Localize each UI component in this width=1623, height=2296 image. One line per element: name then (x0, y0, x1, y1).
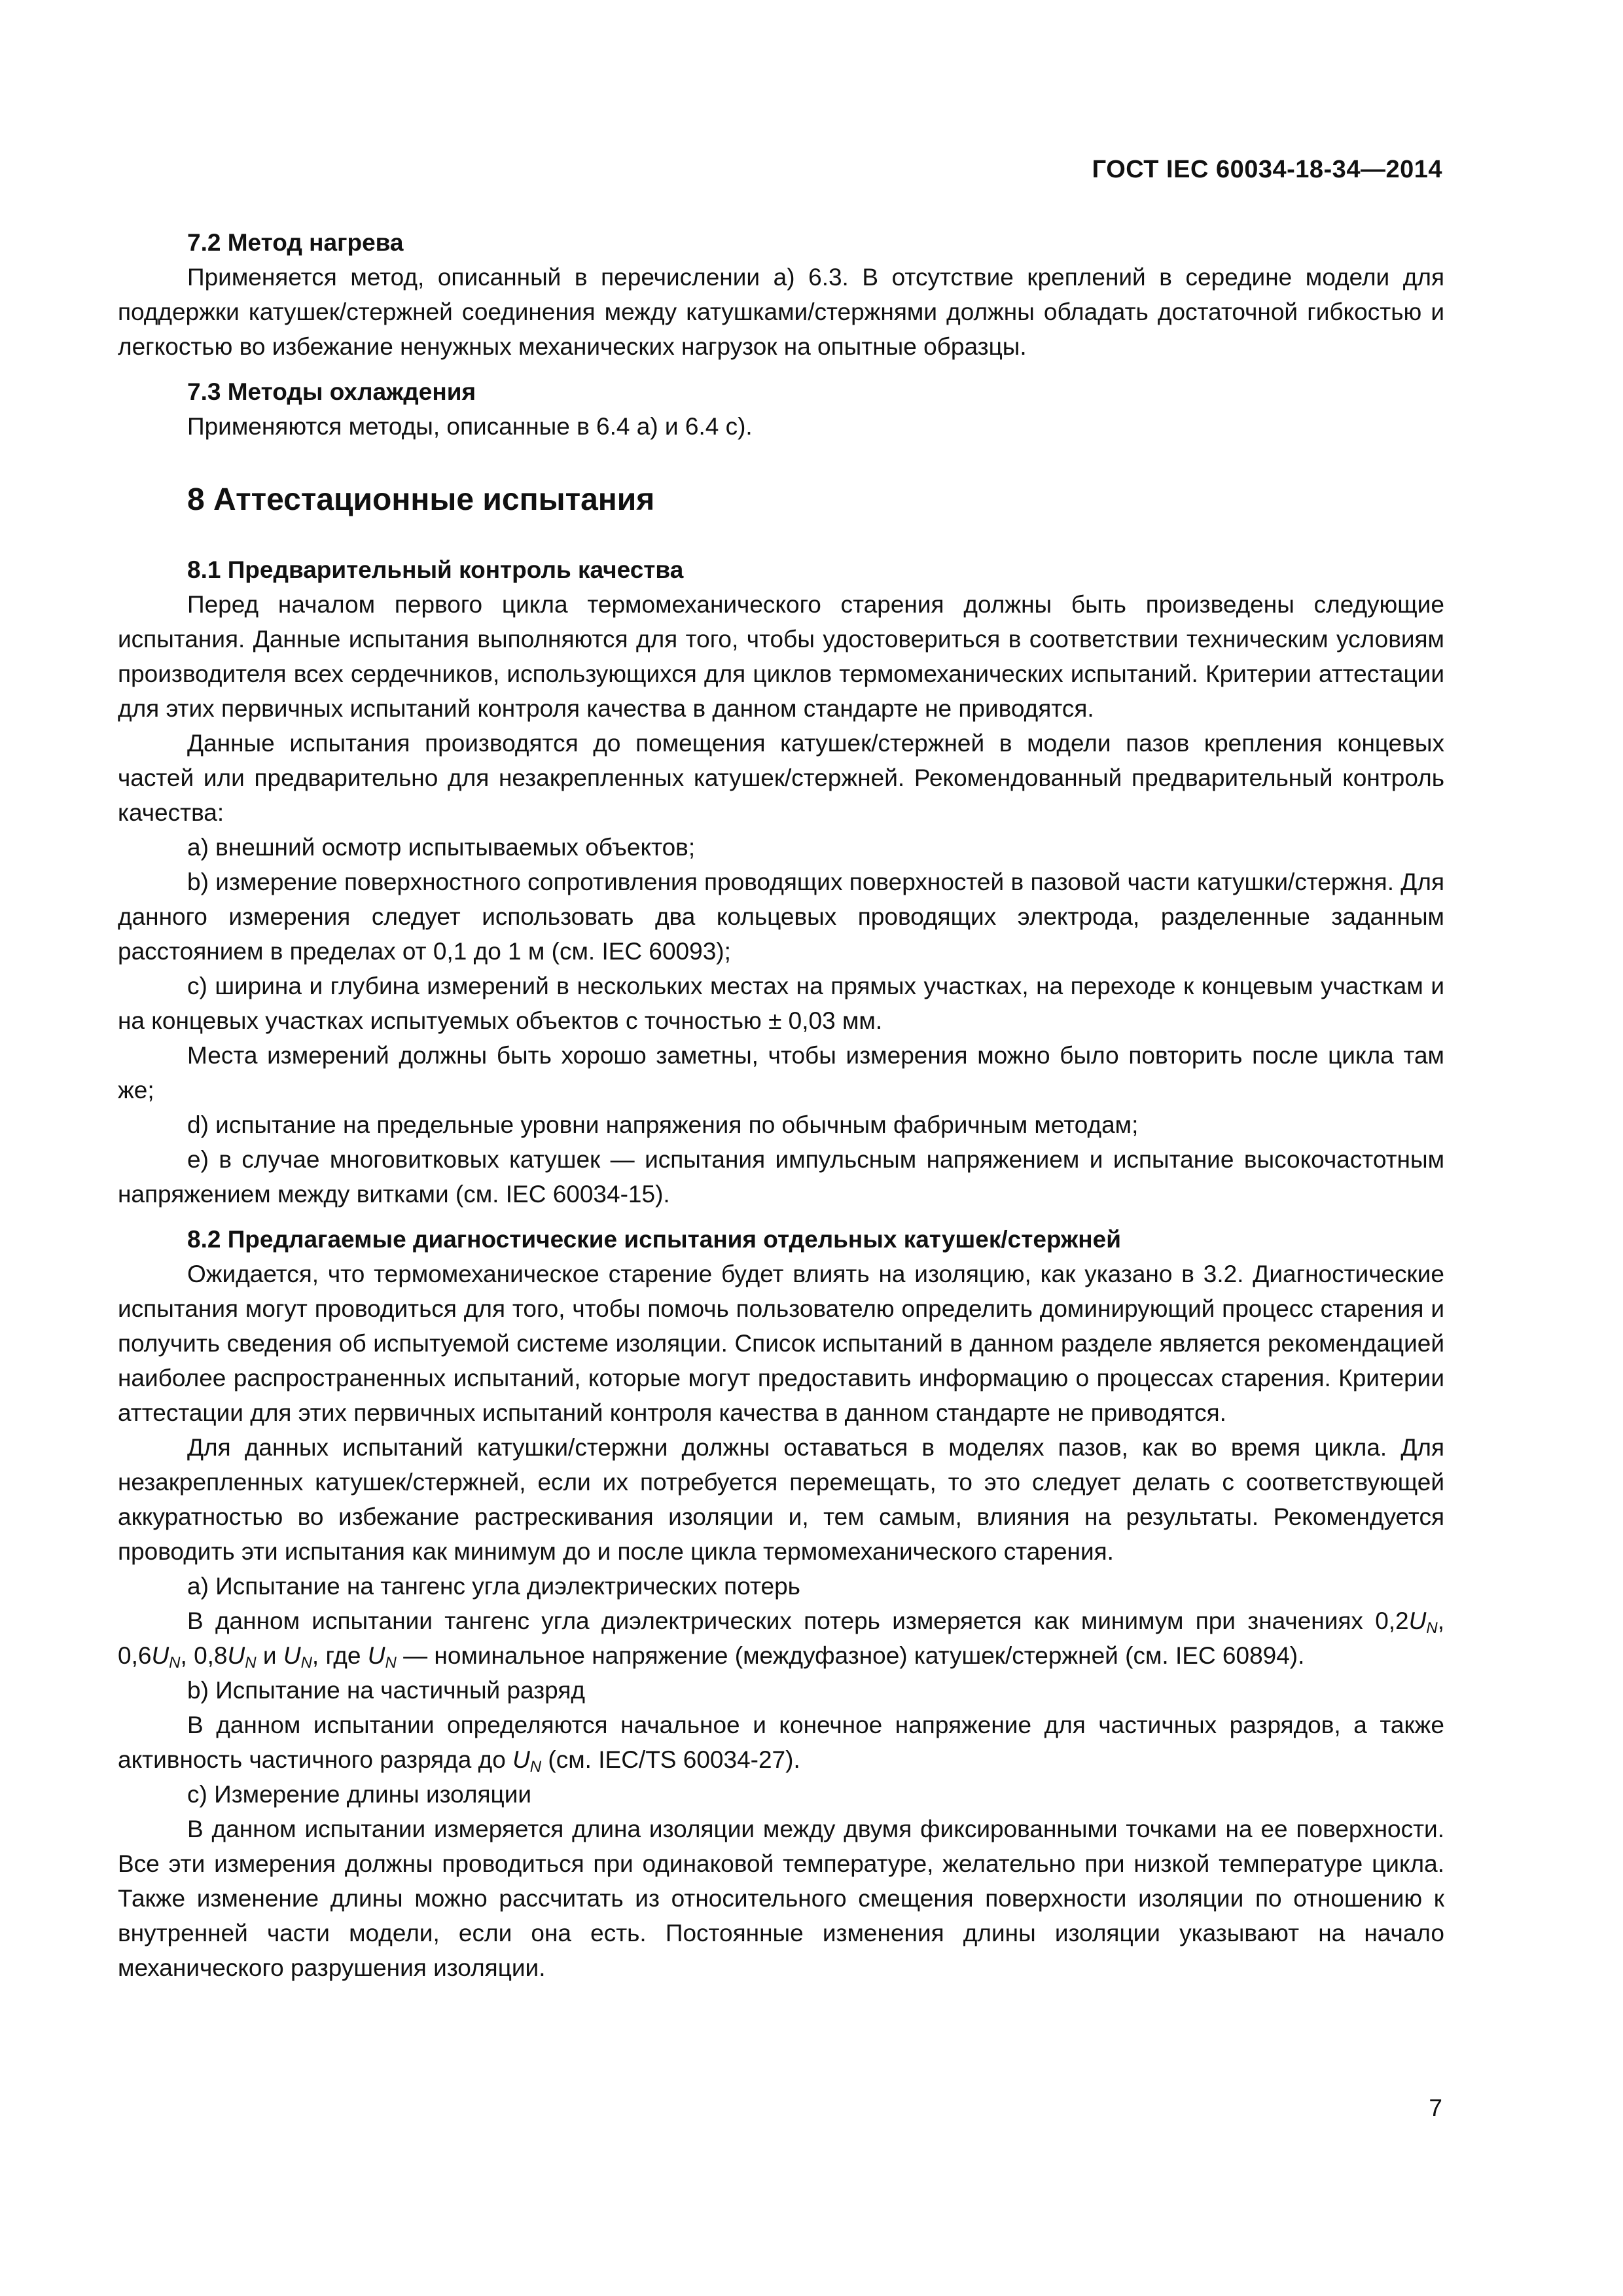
paragraph: Данные испытания производятся до помещения катушек/стержней в модели пазов крепления концевых частей или предварительно для незакрепленных катушек/стержней. Рекомендованный предварительный контроль качества: (118, 730, 1444, 826)
paragraph-tan-delta: В данном испытании тангенс угла диэлектрических потерь измеряется как минимум при значениях $0,2U_N$, $0,6U_N$, $0,8U_N$ и $U_N$, где $U_N$ — номинальное напряжение (междуфазное) катушек/стержней (см. IEC 60894). (118, 1607, 1444, 1672)
list-item-e: е) в случае многовитковых катушек — испытания импульсным напряжением и испытание высокочастотным напряжением между витками (см. IEC 60034-15). (118, 1146, 1444, 1208)
subsection-c-title: с) Измерение длины изоляции (187, 1781, 532, 1808)
heading-7-3: 7.3 Методы охлаждения (187, 378, 476, 405)
page-body (118, 225, 1444, 1985)
subsection-b-title: b) Испытание на частичный разряд (187, 1677, 585, 1704)
heading-8: 8 Аттестационные испытания (187, 482, 655, 517)
page-number: 7 (1429, 2094, 1442, 2121)
paragraph: Для данных испытаний катушки/стержни должны оставаться в моделях пазов, как во время цикла. Для незакрепленных катушек/стержней, если их потребуется перемещать, то это следует делать с соответствующей аккуратностью во избежание растрескивания изоляции и, тем самым, влияния на результаты. Рекомендуется проводить эти испытания как минимум до и после цикла термомеханического старения. (118, 1434, 1444, 1565)
document-code: ГОСТ IEC 60034-18-34—2014 (1092, 156, 1442, 183)
paragraph: Места измерений должны быть хорошо заметны, чтобы измерения можно было повторить после цикла там же; (118, 1042, 1444, 1103)
paragraph: Применяется метод, описанный в перечислении а) 6.3. В отсутствие креплений в середине модели для поддержки катушек/стержней соединения между катушками/стержнями должны обладать достаточной гибкостью и легкостью во избежание ненужных механических нагрузок на опытные образцы. (118, 264, 1444, 360)
list-item-d: d) испытание на предельные уровни напряжения по обычным фабричным методам; (187, 1111, 1139, 1138)
list-item-a: а) внешний осмотр испытываемых объектов; (187, 834, 696, 861)
heading-7-2: 7.2 Метод нагрева (187, 229, 404, 256)
paragraph: В данном испытании измеряется длина изоляции между двумя фиксированными точками на ее поверхности. Все эти измерения должны проводиться при одинаковой температуре, желательно при низкой температуре цикла. Также изменение длины можно рассчитать из относительного смещения поверхности изоляции по отношению к внутренней части модели, если она есть. Постоянные изменения длины изоляции указывают на начало механического разрушения изоляции. (118, 1816, 1444, 1981)
paragraph: Ожидается, что термомеханическое старение будет влиять на изоляцию, как указано в 3.2. Диагностические испытания могут проводиться для того, чтобы помочь пользователю определить доминирующий процесс старения и получить сведения об испытуемой системе изоляции. Список испытаний в данном разделе является рекомендацией наиболее распространенных испытаний, которые могут предоставить информацию о процессах старения. Критерии аттестации для этих первичных испытаний контроля качества в данном стандарте не приводятся. (118, 1261, 1444, 1426)
paragraph-partial-discharge: В данном испытании определяются начальное и конечное напряжение для частичных разрядов, а также активность частичного разряда до $U_N$ (см. IEC/TS 60034-27). (118, 1712, 1444, 1776)
heading-8-1: 8.1 Предварительный контроль качества (187, 556, 684, 583)
heading-8-2: 8.2 Предлагаемые диагностические испытания отдельных катушек/стержней (187, 1226, 1121, 1253)
paragraph: Перед началом первого цикла термомеханического старения должны быть произведены следующие испытания. Данные испытания выполняются для того, чтобы удостовериться в соответствии техническим условиям производителя всех сердечников, использующихся для циклов термомеханических испытаний. Критерии аттестации для этих первичных испытаний контроля качества в данном стандарте не приводятся. (118, 591, 1444, 722)
subsection-a-title: а) Испытание на тангенс угла диэлектрических потерь (187, 1573, 800, 1600)
list-item-b: b) измерение поверхностного сопротивления проводящих поверхностей в пазовой части катушки/стержня. Для данного измерения следует использовать два кольцевых проводящих электрода, разделенные заданным расстоянием в пределах от 0,1 до 1 м (см. IEC 60093); (118, 869, 1444, 965)
paragraph: Применяются методы, описанные в 6.4 а) и 6.4 с). (187, 413, 753, 440)
list-item-c: с) ширина и глубина измерений в нескольких местах на прямых участках, на переходе к концевым участкам и на концевых участках испытуемых объектов с точностью ± 0,03 мм. (118, 973, 1444, 1034)
